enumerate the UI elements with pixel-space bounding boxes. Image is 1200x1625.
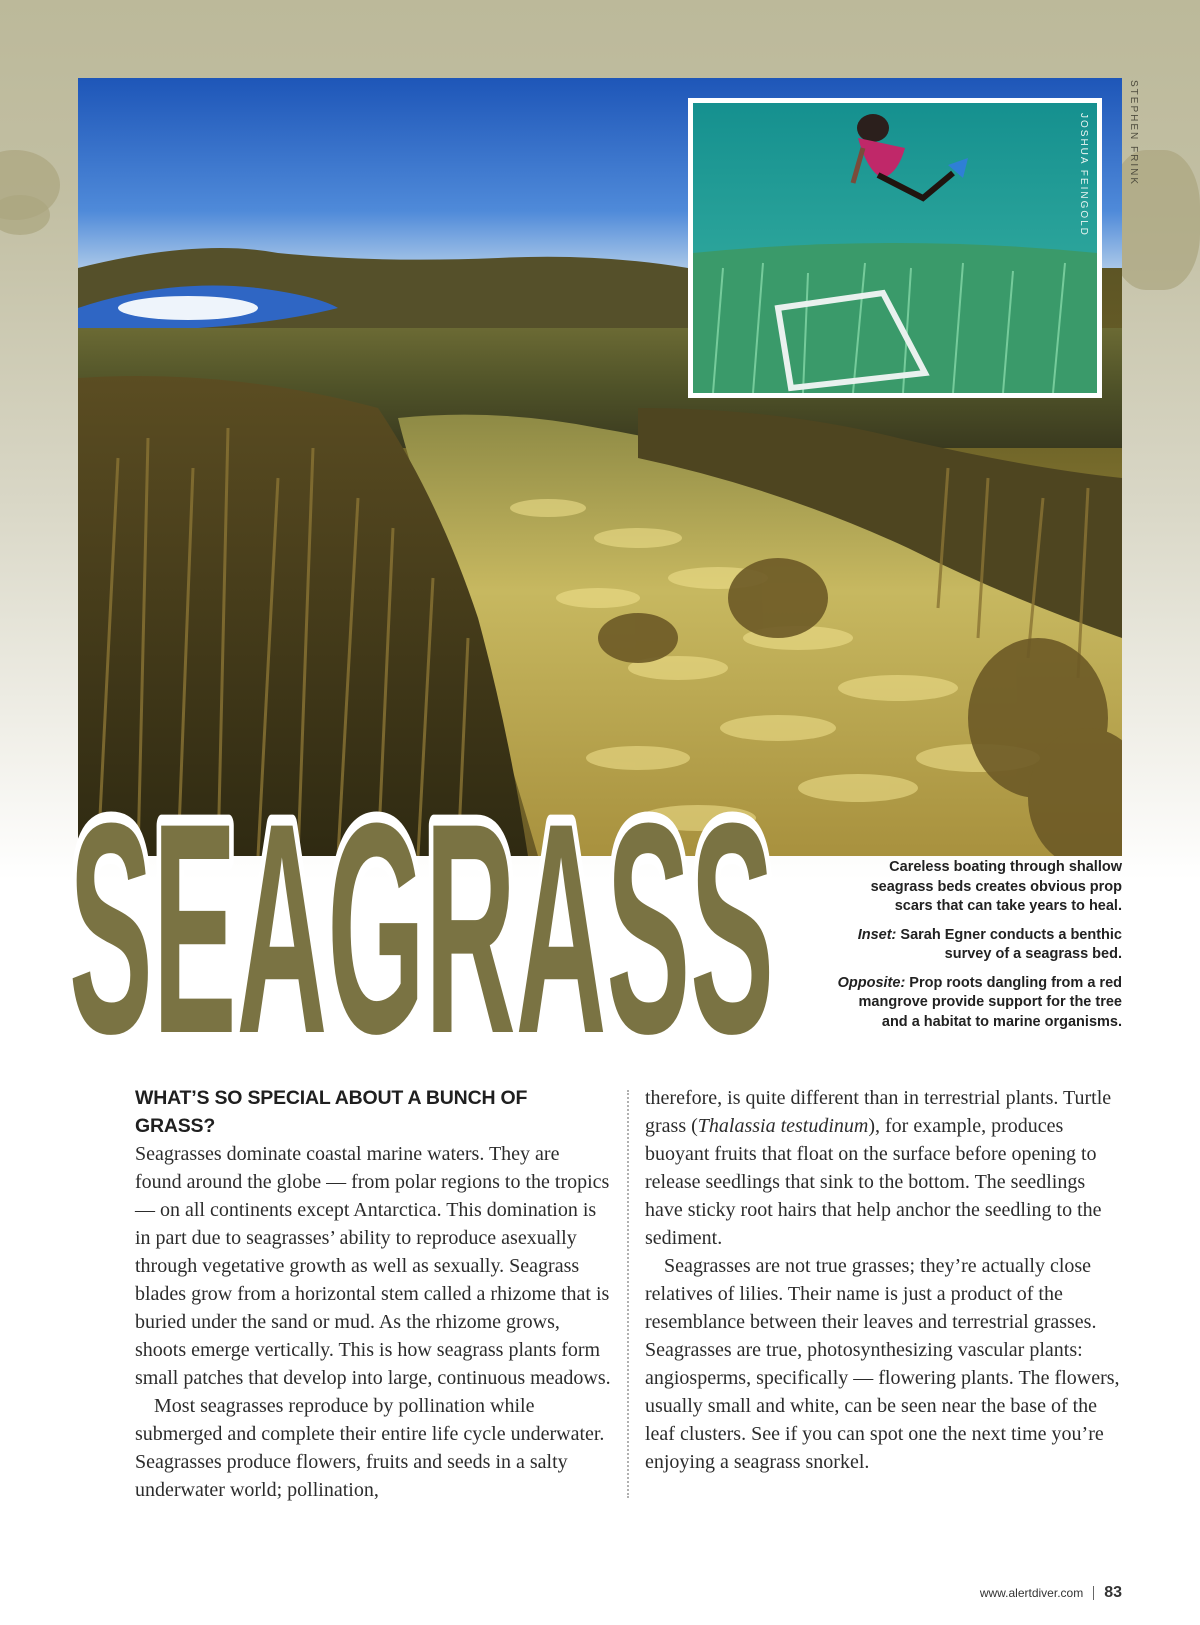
article-paragraph: Seagrasses are not true grasses; they’re actually close relatives of lilies. Their name is just a product of the resemblance between their leaves and terrestrial grasses. Seagrasses are true, photosynthesizing vascular plants: angiosperms, specifically — flowering plants. The flowers, usually small and white, can be seen near the base of the leaf clusters. See if you can spot one the next time you’re enjoying a seagrass snorkel. [645,1255,1120,1473]
article-paragraph [645,1084,1125,1252]
article-subhead: WHAT’S SO SPECIAL ABOUT A BUNCH OF GRASS? [135,1087,528,1137]
inset-photo-illustration [693,103,1097,393]
article-paragraph: Most seagrasses reproduce by pollination while submerged and complete their entire life cycle underwater. Seagrasses produce flowers, fruits and seeds in a salty underwater world; pollination, [135,1395,605,1501]
inset-photo-benthic-survey [688,98,1102,398]
caption-inset-lead: Inset: [857,926,897,943]
page-footer [980,1584,1122,1602]
column-divider [627,1090,629,1498]
main-photo-credit: STEPHEN FRINK [1128,80,1139,187]
website-url: www.alertdiver.com [979,1586,1084,1600]
caption-opposite-text: Prop roots dangling from a red mangrove provide support for the tree and a habitat to marine organisms. [858,974,1122,1030]
article-column-right [645,1084,1125,1476]
footer-separator [1093,1586,1094,1600]
page-number: 83 [1104,1584,1122,1601]
photo-caption [830,858,1122,1041]
title-graphic [55,770,815,1060]
caption-inset-text: Sarah Egner conducts a benthic survey of a seagrass bed. [896,926,1122,962]
article-column-left [135,1084,611,1504]
caption-opposite [830,974,1122,1033]
article-paragraph: Seagrasses dominate coastal marine waters. They are found around the globe — from polar regions to the tropics — on all continents except Antarctica. This domination is in part due to seagrasses’ ability to reproduce asexually through vegetative growth as well as sexually. Seagrass blades grow from a horizontal stem called a rhizome that is buried under the sand or mud. As the rhizome grows, shoots emerge vertically. This is how seagrass plants form small patches that develop into large, continuous meadows. [135,1143,611,1389]
decorative-blot [1110,150,1200,290]
caption-main: Careless boating through shallow seagrass beds creates obvious prop scars that can take years to heal. [870,859,1122,914]
caption-inset [830,926,1122,965]
page-title: SEAGRASS [69,770,774,1060]
article-text: ), for example, produces buoyant fruits that float on the surface before opening to release seedlings that sink to the bottom. The seedlings have sticky root hairs that help anchor the seedling to the sediment. [645,1115,1102,1249]
inset-photo-credit: JOSHUA FEINGOLD [1078,113,1089,237]
article-text: therefore, is quite different than in terrestrial plants. Turtle grass ( [645,1087,1112,1137]
species-name: Thalassia testudinum [697,1115,869,1137]
caption-opposite-lead: Opposite: [837,974,906,991]
